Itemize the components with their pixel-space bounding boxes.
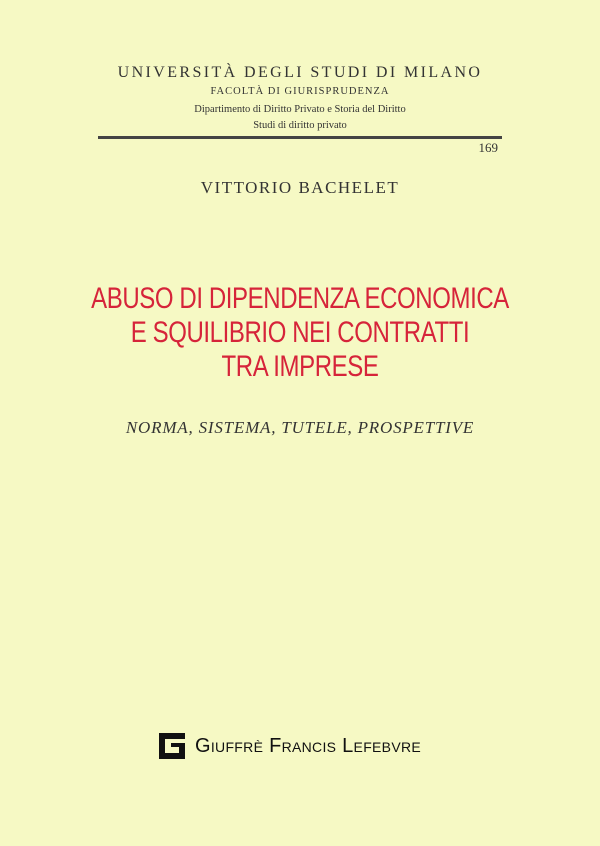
university-name: UNIVERSITÀ DEGLI STUDI DI MILANO xyxy=(117,64,483,81)
faculty-name: FACOLTÀ DI GIURISPRUDENZA xyxy=(210,86,390,97)
book-title xyxy=(0,282,600,384)
header-divider xyxy=(98,136,502,139)
title-line-2: E SQUILIBRIO NEI CONTRATTI xyxy=(130,316,470,349)
series-name: Studi di diritto privato xyxy=(253,120,347,131)
publisher-name: Giuffrè Francis Lefebvre xyxy=(195,734,422,757)
publisher-mark xyxy=(157,731,421,761)
department-name: Dipartimento di Diritto Privato e Storia del Diritto xyxy=(194,104,406,115)
title-line-1: ABUSO DI DIPENDENZA ECONOMICA xyxy=(91,282,509,315)
book-subtitle: NORMA, SISTEMA, TUTELE, PROSPETTIVE xyxy=(125,418,475,437)
title-line-3: TRA IMPRESE xyxy=(221,350,379,383)
author-name: VITTORIO BACHELET xyxy=(200,178,400,197)
publisher-logo-icon xyxy=(157,731,187,761)
volume-number: 169 xyxy=(478,140,498,155)
